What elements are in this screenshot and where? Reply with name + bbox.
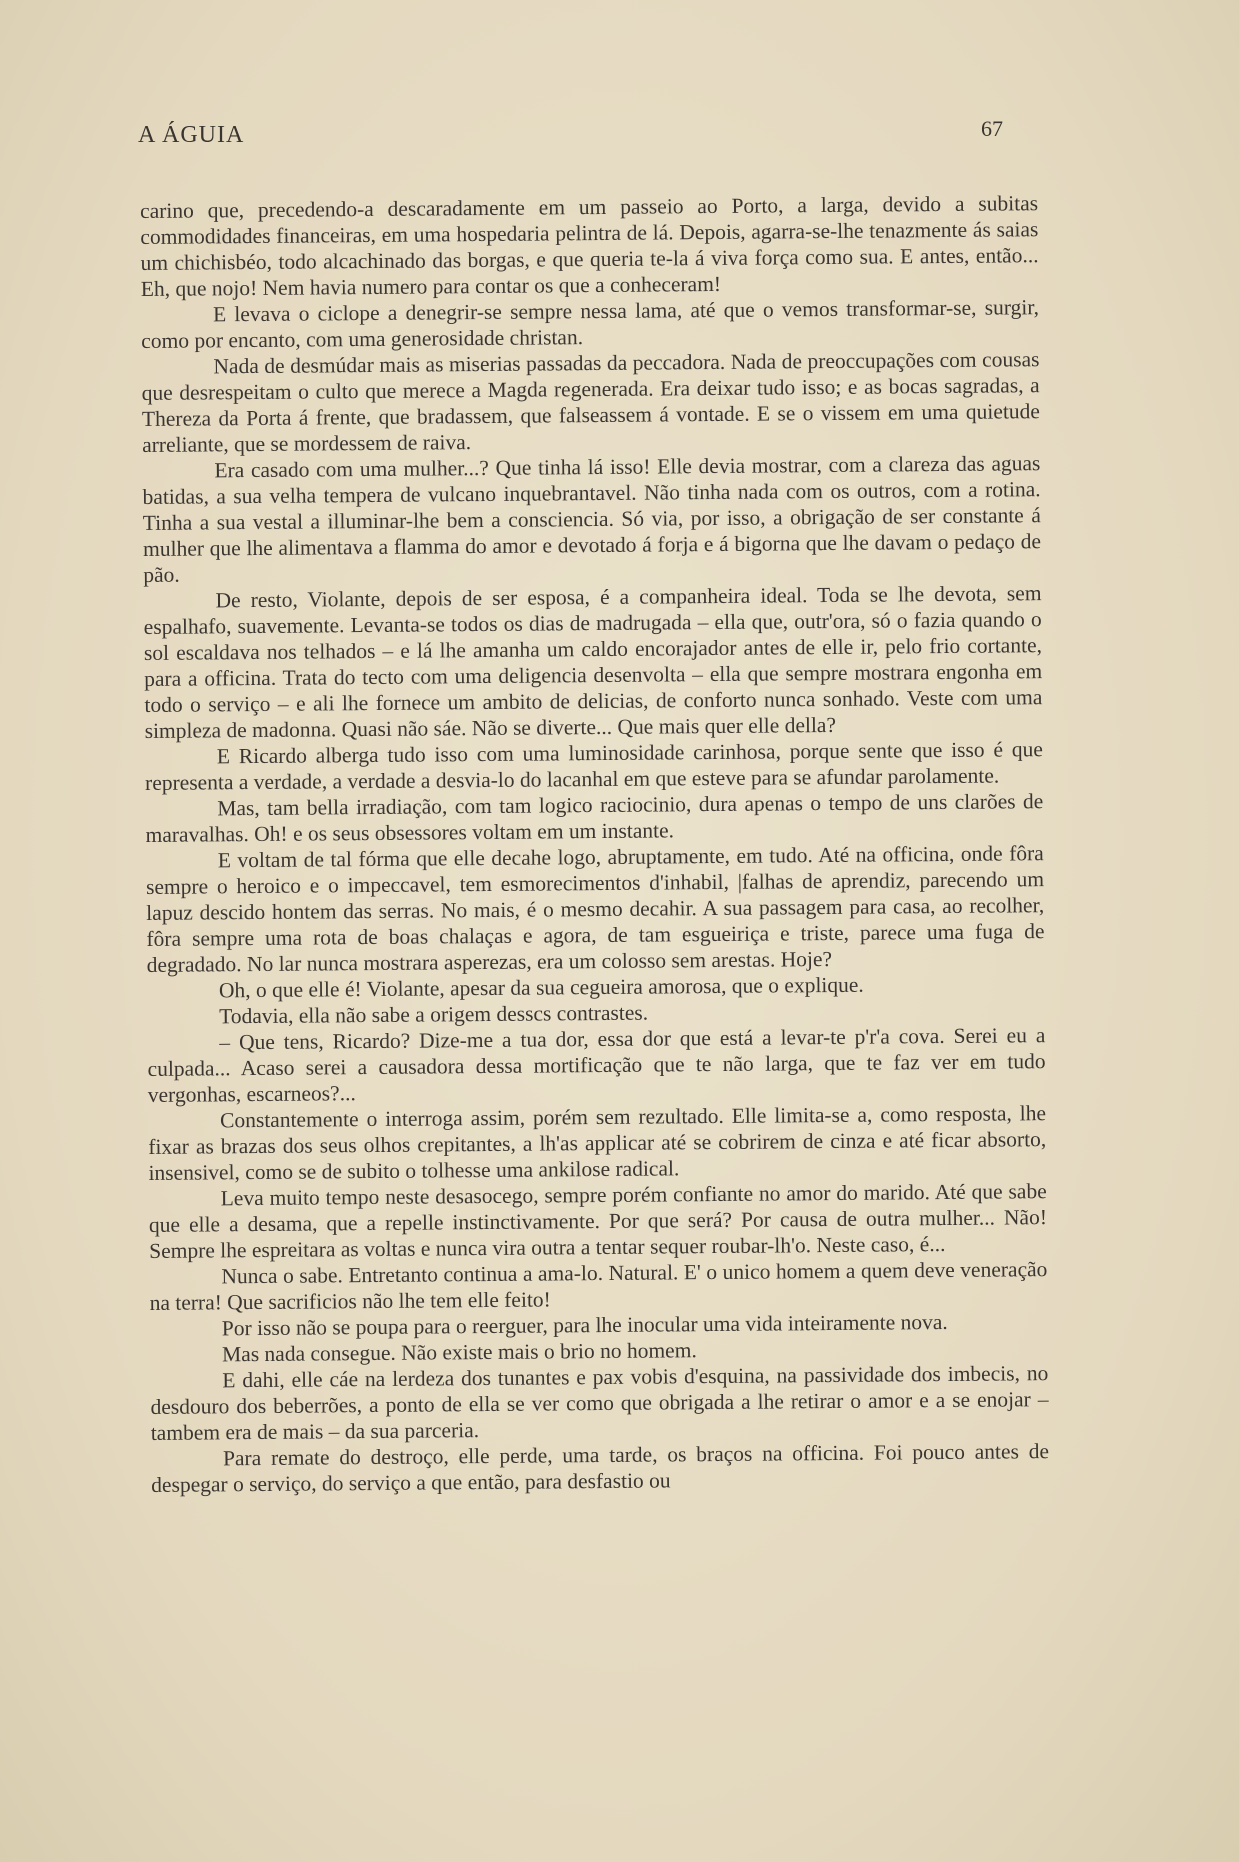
paragraph: Por isso não se poupa para o reerguer, para lhe inocular uma vida inteiramente nova. <box>221 1309 948 1341</box>
paragraph: E dahi, elle cáe na lerdeza dos tunantes e pax vobis d'esquina, na passividade dos imbecis, no desdouro dos beberrões, a ponto de ella se ver como que obrigada a lhe retirar o amor e a se enojar – tambem era de mais – da sua parceria. <box>150 1361 1049 1445</box>
paragraph: Nada de desmúdar mais as miserias passadas da peccadora. Nada de preoccupações com cousas que desrespeitam o culto que merece a Magda regenerada. Era deixar tudo isso; e as bocas sagradas, a Thereza da Porta á frente, que bradassem, que falseassem á vontade. E se o vissem em uma quietude arreliante, que se mordessem de raiva. <box>141 347 1040 457</box>
paragraph: Leva muito tempo neste desasocego, sempre porém confiante no amor do marido. Até que sabe que elle a desama, que a repelle instinctivamente. Por que será? Por causa de outra mulher... Não! Sempre lhe espreitara as voltas e nunca vira outra a tentar sequer roubar-lh'o. Neste caso, é... <box>148 1179 1048 1263</box>
page-number: 67 <box>981 116 1003 141</box>
paragraph: E voltam de tal fórma que elle decahe logo, abruptamente, em tudo. Até na officina, onde fôra sempre o heroico e o impeccavel, tem esmorecimentos d'inhabil, |falhas de aprendiz, parecendo um lapuz descido hontem das serras. No mais, é o mesmo decahir. A sua passagem para casa, ao recolher, fôra sempre uma rota de boas chalaças e agora, de tam esgueiriça e triste, parece uma fuga de degradado. No lar nunca mostrara asperezas, era um colosso sem arestas. Hoje? <box>145 841 1045 977</box>
running-title: A ÁGUIA <box>138 122 245 148</box>
body-text <box>140 190 1049 1498</box>
paragraph: Para remate do destroço, elle perde, uma tarde, os braços na officina. Foi pouco antes de despegar o serviço, do serviço a que então, para desfastio ou <box>151 1439 1050 1497</box>
paragraph: Mas, tam bella irradiação, com tam logico raciocinio, dura apenas o tempo de uns clarões de maravalhas. Oh! e os seus obsessores voltam em um instante. <box>145 789 1044 847</box>
page-header <box>138 116 1003 162</box>
paragraph: E Ricardo alberga tudo isso com uma luminosidade carinhosa, porque sente que isso é que representa a verdade, a verdade a desvia-lo do lacanhal em que esteve para se afundar parolamente. <box>145 737 1043 795</box>
paragraph: E levava o ciclope a denegrir-se sempre nessa lama, até que o vemos transformar-se, surgir, como por encanto, com uma generosidade christan. <box>141 295 1040 353</box>
paragraph: Mas nada consegue. Não existe mais o brio no homem. <box>221 1338 697 1367</box>
paragraph: Era casado com uma mulher...? Que tinha lá isso! Elle devia mostrar, com a clareza das aguas batidas, a sua velha tempera de vulcano inquebrantavel. Não tinha nada com os outros, com a rotina. Tinha a sua vestal a illuminar-lhe bem a consciencia. Só via, por isso, a obrigação de ser constante á mulher que lhe alimentava a flamma do amor e devotado á forja e á bigorna que lhe davam o pedaço de pão. <box>142 451 1042 587</box>
paragraph: Constantemente o interroga assim, porém sem rezultado. Elle limita-se a, como resposta, lhe fixar as brazas dos seus olhos crepitantes, a lh'as applicar até se cobrirem de cinza e até ficar absorto, insensivel, como se de subito o tolhesse uma ankilose radical. <box>148 1101 1047 1185</box>
paragraph: Nunca o sabe. Entretanto continua a ama-lo. Natural. E' o unico homem a quem deve veneração na terra! Que sacrificios não lhe tem elle feito! <box>149 1257 1048 1315</box>
paragraph: – Que tens, Ricardo? Dize-me a tua dor, essa dor que está a levar-te p'r'a cova. Serei eu a culpada... Acaso serei a causadora dessa mortificação que te não larga, que te faz ver em tudo vergonhas, escarneos?... <box>147 1023 1046 1107</box>
paragraph: De resto, Violante, depois de ser esposa, é a companheira ideal. Toda se lhe devota, sem espalhafo, suavemente. Levanta-se todos os dias de madrugada – ella que, outr'ora, só o fazia quando o sol escaldava nos telhados – e lá lhe amanha um caldo encorajador antes de elle ir, pelo frio cortante, para a officina. Trata do tecto com uma deligencia desenvolta – ella que sempre mostrara engonha em todo o serviço – e ali lhe fornece um ambito de delicias, de conforto nunca sonhado. Veste com uma simpleza de madonna. Quasi não sáe. Não se diverte... Que mais quer elle della? <box>143 581 1043 743</box>
paragraph: Oh, o que elle é! Violante, apesar da sua cegueira amorosa, que o explique. <box>218 972 864 1003</box>
paragraph: carino que, precedendo-a descaradamente em um passeio ao Porto, a larga, devido a subitas commodidades financeiras, em uma hospedaria pelintra de lá. Depois, agarra-se-lhe tenazmente ás saias um chichisbéo, todo alcachinado das borgas, e que queria te-la á viva força como sua. E antes, então... Eh, que nojo! Nem havia numero para contar os que a conheceram! <box>140 191 1039 301</box>
paragraph: Todavia, ella não sabe a origem desscs contrastes. <box>219 1000 649 1029</box>
